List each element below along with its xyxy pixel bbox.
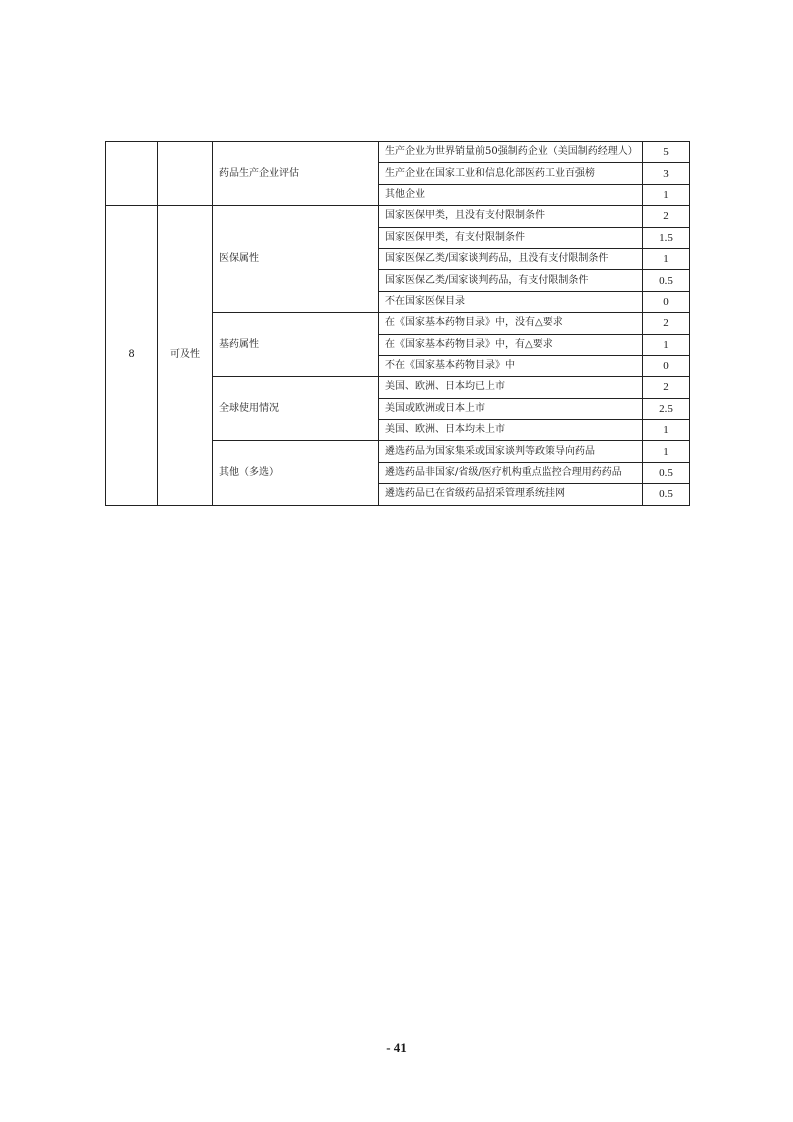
row-number-cell-empty [106,142,158,206]
table-row [106,206,690,227]
item-insurance: 医保属性 [213,206,379,313]
evaluation-table [105,141,690,506]
page-number: - 41 [386,1040,407,1055]
criterion-cell: 遴选药品已在省级药品招采管理系统挂网 [379,484,643,505]
item-essential-drug: 基药属性 [213,313,379,377]
criterion-cell: 其他企业 [379,184,643,205]
criterion-cell: 生产企业在国家工业和信息化部医药工业百强榜 [379,163,643,184]
criterion-cell: 国家医保乙类/国家谈判药品，有支付限制条件 [379,270,643,291]
score-cell: 3 [643,163,690,184]
criterion-cell: 美国或欧洲或日本上市 [379,398,643,419]
criterion-cell: 在《国家基本药物目录》中，有△要求 [379,334,643,355]
criterion-cell: 遴选药品为国家集采或国家谈判等政策导向药品 [379,441,643,462]
score-cell: 1 [643,420,690,441]
criterion-cell: 国家医保甲类，有支付限制条件 [379,227,643,248]
score-cell: 0.5 [643,484,690,505]
score-cell: 1 [643,334,690,355]
score-cell: 0.5 [643,462,690,483]
score-cell: 1.5 [643,227,690,248]
dimension-cell: 可及性 [158,206,213,505]
score-cell: 5 [643,142,690,163]
criterion-cell: 在《国家基本药物目录》中，没有△要求 [379,313,643,334]
criterion-cell: 遴选药品非国家/省级/医疗机构重点监控合理用药药品 [379,462,643,483]
item-global-use: 全球使用情况 [213,377,379,441]
row-number-cell: 8 [106,206,158,505]
score-cell: 1 [643,248,690,269]
score-cell: 0.5 [643,270,690,291]
criterion-cell: 生产企业为世界销量前50强制药企业（美国制药经理人） [379,142,643,163]
item-manufacturer: 药品生产企业评估 [213,142,379,206]
score-cell: 1 [643,441,690,462]
criterion-cell: 不在国家医保目录 [379,291,643,312]
criterion-cell: 国家医保甲类，且没有支付限制条件 [379,206,643,227]
score-cell: 2 [643,377,690,398]
criterion-cell: 美国、欧洲、日本均已上市 [379,377,643,398]
score-cell: 2.5 [643,398,690,419]
criterion-cell: 美国、欧洲、日本均未上市 [379,420,643,441]
criterion-cell: 国家医保乙类/国家谈判药品，且没有支付限制条件 [379,248,643,269]
score-cell: 1 [643,184,690,205]
score-cell: 0 [643,355,690,376]
score-cell: 2 [643,206,690,227]
criterion-cell: 不在《国家基本药物目录》中 [379,355,643,376]
table-row [106,142,690,163]
item-other: 其他（多选） [213,441,379,505]
dimension-cell-empty [158,142,213,206]
score-cell: 0 [643,291,690,312]
score-cell: 2 [643,313,690,334]
